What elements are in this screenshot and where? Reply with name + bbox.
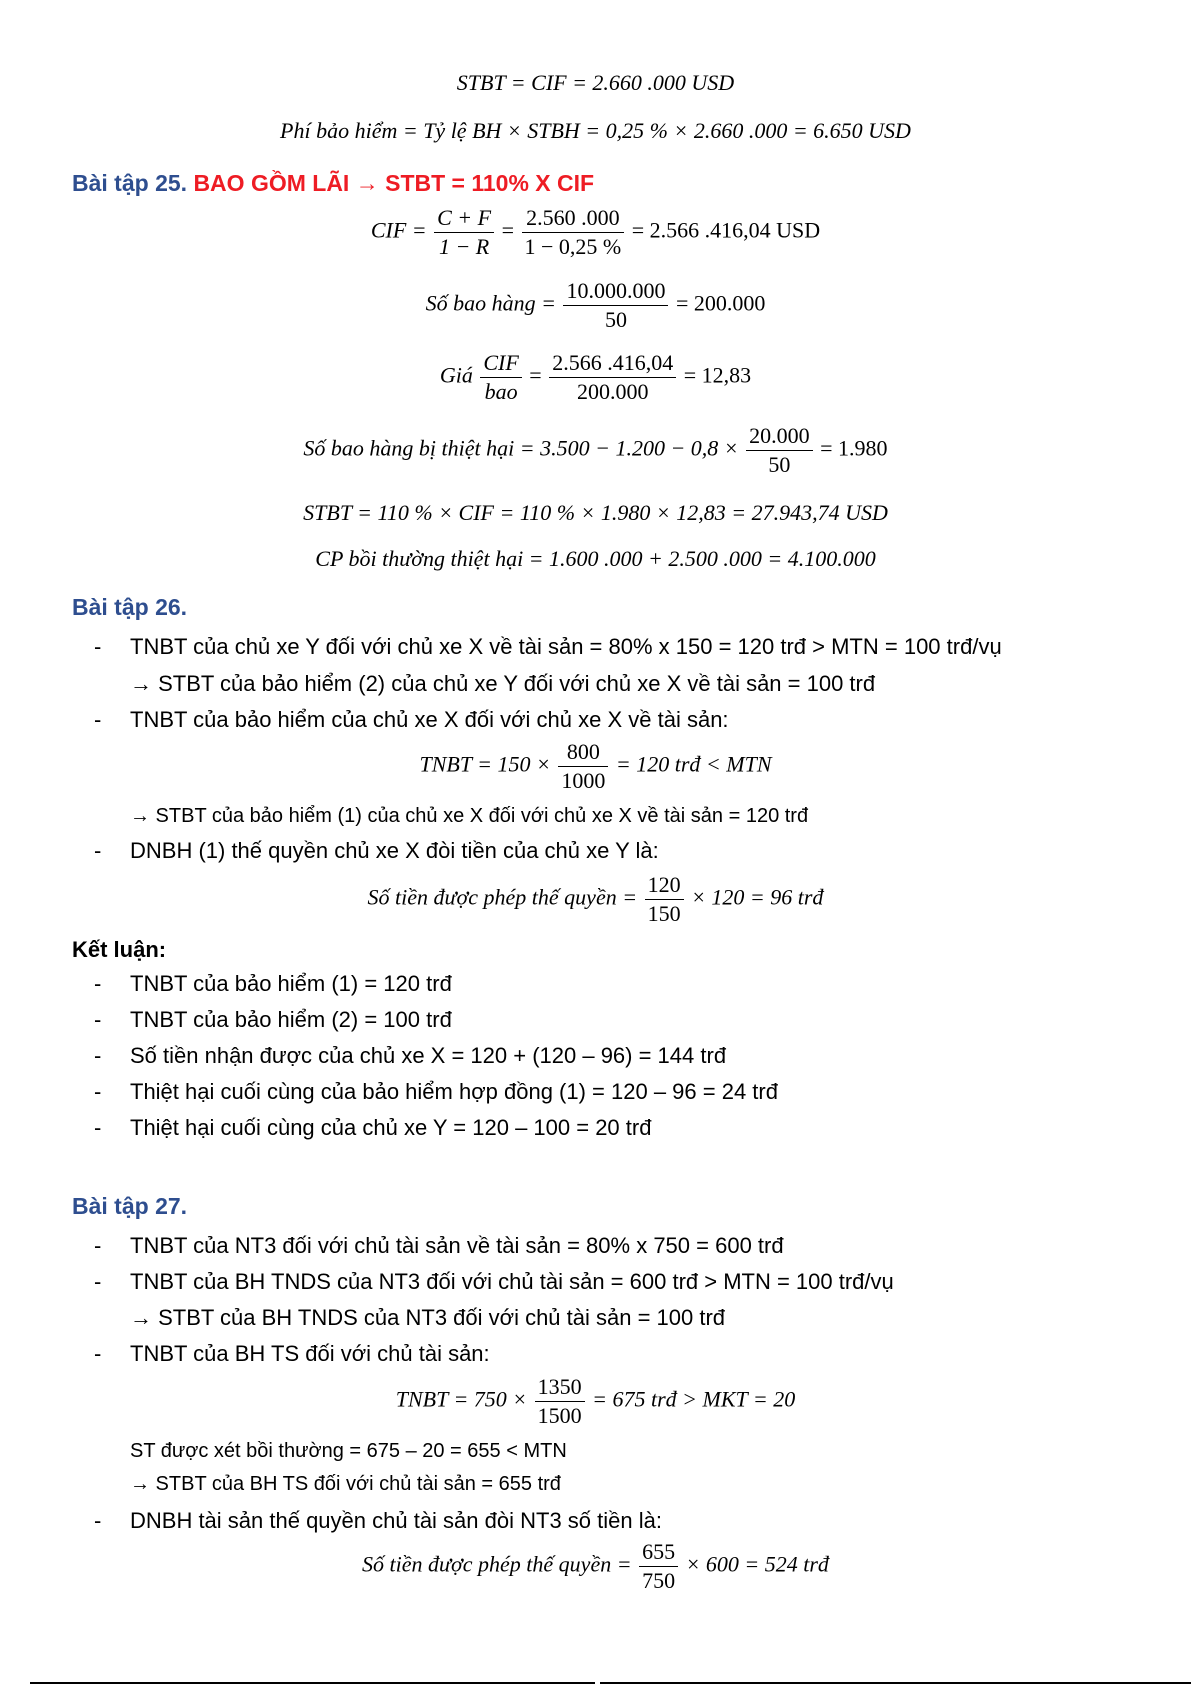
eq-cif: CIF = $\frac{C + F}{1 - R}$ = $\frac{2.560 .000}{1 - 0,25 \%}$ = 2.566 .416,04 USD [370, 205, 821, 259]
eq-stbt-cif: STBT = CIF = 2.660 .000 USD [456, 70, 735, 95]
fraction: $\frac{10.000.000}{50}$ [563, 277, 668, 334]
list-item: - TNBT của BH TNDS của NT3 đối với chủ tài sản = 600 trđ > MTN = 100 trđ/vụ [94, 1269, 894, 1294]
fraction: $\frac{1350}{1500}$ [535, 1373, 585, 1430]
fraction: $\frac{120}{150}$ [645, 871, 684, 928]
page-divider [600, 1682, 1191, 1684]
bt25-heading [72, 170, 594, 197]
list-item: - TNBT của NT3 đối với chủ tài sản về tài sản = 80% x 750 = 600 trđ [94, 1233, 784, 1258]
bt27-heading: Bài tập 27. [72, 1193, 188, 1219]
list-item-sub: → STBT của BH TNDS của NT3 đối với chủ tài sản = 100 trđ [130, 1305, 726, 1330]
bt26-heading: Bài tập 26. [72, 594, 188, 620]
stbt-ts: → STBT của BH TS đối với chủ tài sản = 655 trđ [130, 1473, 561, 1495]
fraction: $\frac{2.560 .000}{1 - 0,25 \%}$ [522, 204, 625, 261]
fraction: $\frac{800}{1000}$ [558, 738, 608, 795]
eq-gia-cif-bao: Giá $\frac{\text{CIF}}{\text{bao}}$ = $\frac{2.566 .416,04}{200.000}$ = 12,83 [439, 350, 752, 404]
eq-the-quyen-27: Số tiền được phép thế quyền = $\frac{655}{750}$ × 600 = 524 trđ [362, 1539, 829, 1593]
fraction: $\frac{655}{750}$ [639, 1538, 678, 1595]
page-divider [30, 1682, 595, 1684]
list-item: - TNBT của BH TS đối với chủ tài sản: [94, 1341, 490, 1366]
eq-tnbt-27: TNBT = 750 × $\frac{1350}{1500}$ = 675 trđ > MKT = 20 [395, 1374, 796, 1428]
list-item: - DNBH tài sản thế quyền chủ tài sản đòi NT3 số tiền là: [94, 1508, 662, 1533]
fraction: $\frac{20.000}{50}$ [746, 422, 813, 479]
fraction: $\frac{C + F}{1 - R}$ [434, 204, 494, 261]
list-item: - Thiệt hại cuối cùng của bảo hiểm hợp đồng (1) = 120 – 96 = 24 trđ [94, 1079, 778, 1104]
eq-stbt-110: STBT = 110 % × CIF = 110 % × 1.980 × 12,83 = 27.943,74 USD [303, 500, 888, 525]
ketluan-heading: Kết luận: [72, 937, 167, 962]
list-item: - TNBT của bảo hiểm (1) = 120 trđ [94, 971, 452, 996]
fraction: $\frac{2.566 .416,04}{200.000}$ [549, 349, 676, 406]
list-item: - TNBT của chủ xe Y đối với chủ xe X về tài sản = 80% x 150 = 120 trđ > MTN = 100 trđ/vụ [94, 634, 1002, 659]
eq-bao-thiet-hai: Số bao hàng bị thiệt hại = 3.500 − 1.200 − 0,8 × $\frac{20.000}{50}$ = 1.980 [303, 423, 888, 477]
eq-the-quyen-26: Số tiền được phép thế quyền = $\frac{120}{150}$ × 120 = 96 trđ [367, 872, 824, 926]
list-item: - TNBT của bảo hiểm (2) = 100 trđ [94, 1007, 452, 1032]
eq-so-bao-hang: Số bao hàng = $\frac{10.000.000}{50}$ = 200.000 [425, 278, 766, 332]
fraction: $\frac{\text{CIF}}{\text{bao}}$ [480, 349, 521, 406]
bt25-heading-label: Bài tập 25. [72, 170, 188, 196]
bt25-heading-highlight: BAO GỒM LÃI → STBT = 110% X CIF [193, 170, 595, 196]
list-item-sub: → STBT của bảo hiểm (2) của chủ xe Y đối với chủ xe X về tài sản = 100 trđ [130, 671, 876, 696]
eq-tnbt-26: TNBT = 150 × $\frac{800}{1000}$ = 120 trđ < MTN [419, 739, 772, 793]
list-item: - TNBT của bảo hiểm của chủ xe X đối với chủ xe X về tài sản: [94, 707, 729, 732]
st-xet-boi-thuong: ST được xét bồi thường = 675 – 20 = 655 < MTN [130, 1440, 567, 1462]
eq-phi-bao-hiem: Phí bảo hiểm = Tỷ lệ BH × STBH = 0,25 % × 2.660 .000 = 6.650 USD [280, 118, 911, 143]
list-item-sub: → STBT của bảo hiểm (1) của chủ xe X đối với chủ xe X về tài sản = 120 trđ [130, 805, 809, 827]
list-item: - DNBH (1) thế quyền chủ xe X đòi tiền của chủ xe Y là: [94, 838, 659, 863]
list-item: - Số tiền nhận được của chủ xe X = 120 + (120 – 96) = 144 trđ [94, 1043, 727, 1068]
list-item: - Thiệt hại cuối cùng của chủ xe Y = 120 – 100 = 20 trđ [94, 1115, 652, 1140]
eq-cp-boi-thuong: CP bồi thường thiệt hại = 1.600 .000 + 2.500 .000 = 4.100.000 [315, 546, 876, 571]
